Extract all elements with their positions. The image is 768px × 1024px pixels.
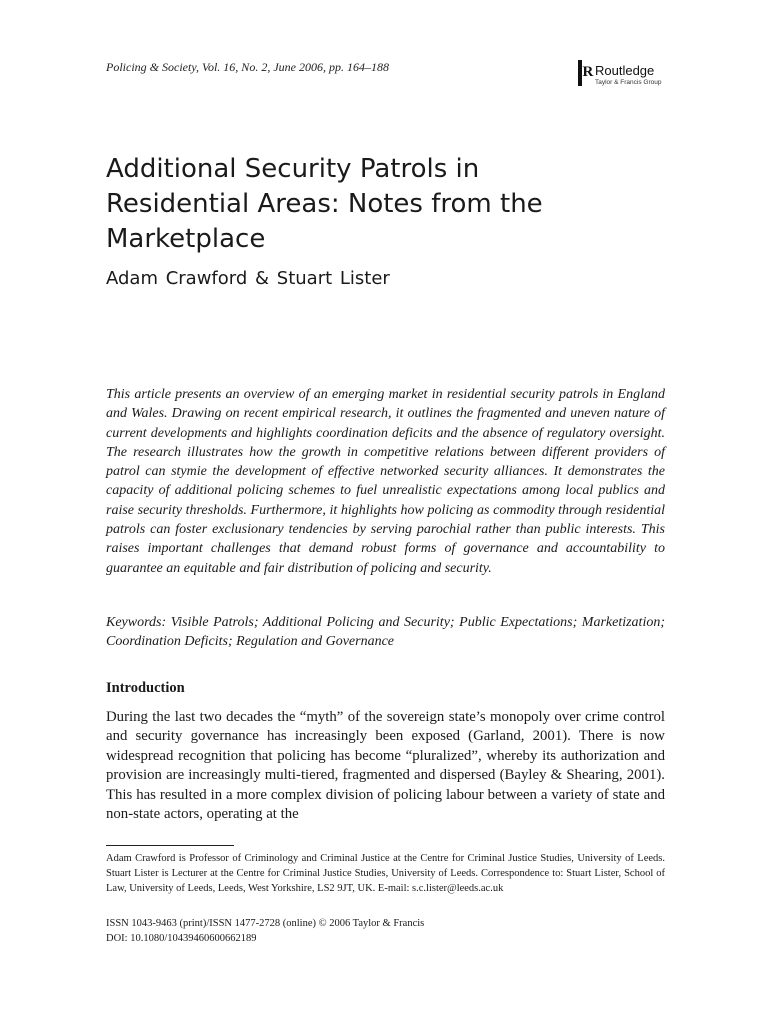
doi-link[interactable]: DOI: 10.1080/10439460600662189	[106, 933, 257, 944]
routledge-logo	[578, 60, 668, 88]
title-line-1: Additional Security Patrols in	[106, 154, 480, 184]
issn-line: ISSN 1043-9463 (print)/ISSN 1477-2728 (online) © 2006 Taylor & Francis	[106, 918, 425, 929]
publisher-group: Taylor & Francis Group	[595, 79, 662, 86]
keywords: Keywords: Visible Patrols; Additional Policing and Security; Public Expectations; Marketization; Coordination Deficits; Regulation and Governance	[106, 615, 665, 650]
routledge-r-icon	[578, 60, 594, 86]
title-line-3: Marketplace	[106, 224, 266, 254]
journal-citation: Policing & Society, Vol. 16, No. 2, June 2006, pp. 164–188	[106, 60, 389, 74]
author-footnote: Adam Crawford is Professor of Criminology and Criminal Justice at the Centre for Criminal Justice Studies, University of Leeds. Stuart Lister is Lecturer at the Centre for Criminal Justice Studies, University of Leeds. Correspondence to: Stuart Lister, School of Law, University of Leeds, Leeds, West Yorkshire, LS2 9JT, UK. E-mail: s.c.lister@leeds.ac.uk	[106, 853, 665, 894]
abstract: This article presents an overview of an emerging market in residential security patrols in England and Wales. Drawing on recent empirical research, it outlines the fragmented and uneven nature of current developments and highlights coordination deficits and the absence of regulatory oversight. The research illustrates how the growth in competitive relations between different providers of patrol can stymie the development of effective networked security alliances. It demonstrates the capacity of additional policing schemes to fuel unrealistic expectations among local publics and raise security thresholds. Furthermore, it highlights how policing as commodity through residential patrols can foster exclusionary tendencies by serving parochial rather than public interests. This raises important challenges that demand robust forms of governance and accountability to guarantee an equitable and fair distribution of policing and security.	[106, 387, 665, 576]
title-line-2: Residential Areas: Notes from the	[106, 189, 543, 219]
introduction-paragraph: During the last two decades the “myth” of the sovereign state’s monopoly over crime control and security governance has increasingly been exposed (Garland, 2001). There is now widespread recognition that policing has become “pluralized”, whereby its authorization and provision are increasingly multi-tiered, fragmented and dispersed (Bayley & Shearing, 2001). This has resulted in a more complex division of policing labour between a variety of state and non-state actors, operating at the	[106, 709, 665, 823]
svg-text:R: R	[582, 64, 594, 80]
article-title	[106, 152, 666, 257]
footnote-divider	[106, 845, 234, 846]
publisher-name: Routledge	[595, 63, 655, 78]
section-heading-introduction: Introduction	[106, 680, 185, 696]
article-authors: Adam Crawford & Stuart Lister	[106, 268, 390, 289]
